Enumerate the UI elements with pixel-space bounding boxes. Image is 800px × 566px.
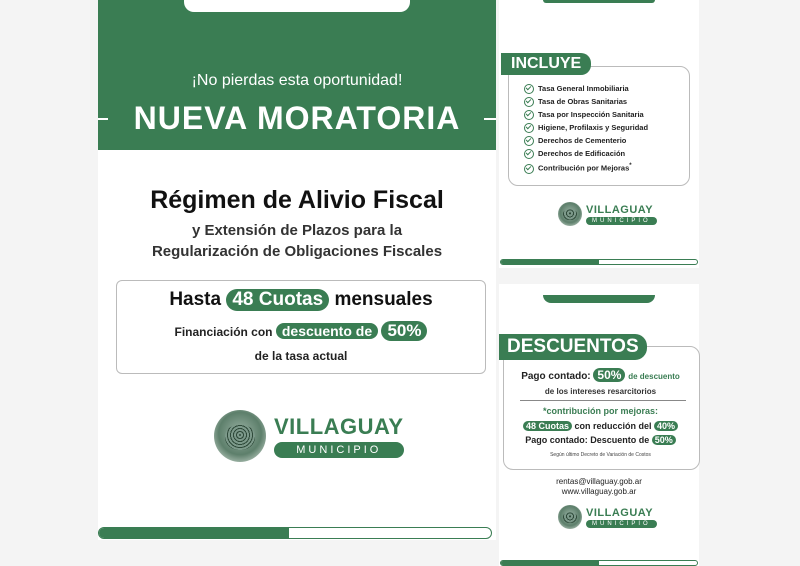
descuento-badge: descuento de (276, 323, 378, 339)
descuentos-line-4: Pago contado: Descuento de 50% (503, 435, 698, 445)
descuentos-top-tab (543, 295, 655, 303)
list-item: Higiene, Profilaxis y Seguridad (524, 121, 684, 134)
incluye-list (524, 82, 684, 175)
descuentos-fine-print: Según último Decreto de Variación de Costos (550, 452, 651, 458)
descuentos-line-2: de los intereses resarcitorios (544, 387, 657, 396)
descuentos-note: *contribución por mejoras: (542, 406, 658, 416)
check-icon (524, 149, 534, 159)
descuentos-divider (520, 400, 686, 401)
list-item: Derechos de Cementerio (524, 134, 684, 147)
check-icon (524, 84, 534, 94)
main-header-band (98, 0, 496, 150)
offer-line-2 (117, 321, 485, 341)
check-icon (524, 110, 534, 120)
header-top-tab (184, 0, 410, 12)
list-item: Contribución por Mejoras* (524, 160, 684, 175)
jaguar-logo-icon (558, 202, 582, 226)
list-item: Tasa de Obras Sanitarias (524, 95, 684, 108)
descuentos-bottom-bar (500, 560, 698, 566)
check-icon (524, 97, 534, 107)
descuentos-heading: DESCUENTOS (499, 334, 647, 360)
main-logo (214, 410, 404, 462)
offer-line-1 (117, 289, 485, 311)
pct-badge: 50% (593, 368, 625, 382)
brand-name: VILLAGUAY (274, 414, 404, 439)
offer-pre: Hasta (169, 289, 222, 310)
percent-badge: 50% (381, 321, 427, 341)
page-title: Régimen de Alivio Fiscal (150, 186, 444, 214)
list-item: Derechos de Edificación (524, 147, 684, 160)
descuentos-logo: VILLAGUAY MUNICIPIO (558, 505, 657, 529)
check-icon (524, 136, 534, 146)
offer-post: mensuales (334, 289, 433, 310)
offer-box (116, 280, 486, 374)
check-icon (524, 164, 534, 174)
contact-web[interactable]: www.villaguay.gob.ar (561, 487, 637, 496)
descuentos-line-1: Pago contado: 50% de descuento (521, 368, 680, 382)
subtitle-2: Regularización de Obligaciones Fiscales (151, 243, 443, 260)
incluye-bottom-bar (500, 259, 698, 265)
fin-post: de la tasa actual (254, 349, 348, 363)
headline: NUEVA MORATORIA (133, 100, 461, 136)
fin-pre: Financiación con (174, 325, 273, 339)
cuotas-badge: 48 Cuotas (226, 289, 329, 311)
jaguar-logo-icon (558, 505, 582, 529)
incluye-top-tab (543, 0, 655, 3)
incluye-logo: VILLAGUAY MUNICIPIO (558, 202, 657, 226)
list-item: Tasa General Inmobiliaria (524, 82, 684, 95)
check-icon (524, 123, 534, 133)
jaguar-logo-icon (214, 410, 266, 462)
contact-email[interactable]: rentas@villaguay.gob.ar (556, 477, 642, 486)
incluye-heading: INCLUYE (501, 53, 591, 75)
brand-sub: MUNICIPIO (274, 442, 404, 458)
subtitle-1: y Extensión de Plazos para la (191, 222, 403, 239)
list-item: Tasa por Inspección Sanitaria (524, 108, 684, 121)
descuentos-line-3: 48 Cuotas con reducción del 40% (503, 421, 698, 431)
tagline: ¡No pierdas esta oportunidad! (191, 72, 403, 89)
main-bottom-bar (98, 527, 492, 539)
